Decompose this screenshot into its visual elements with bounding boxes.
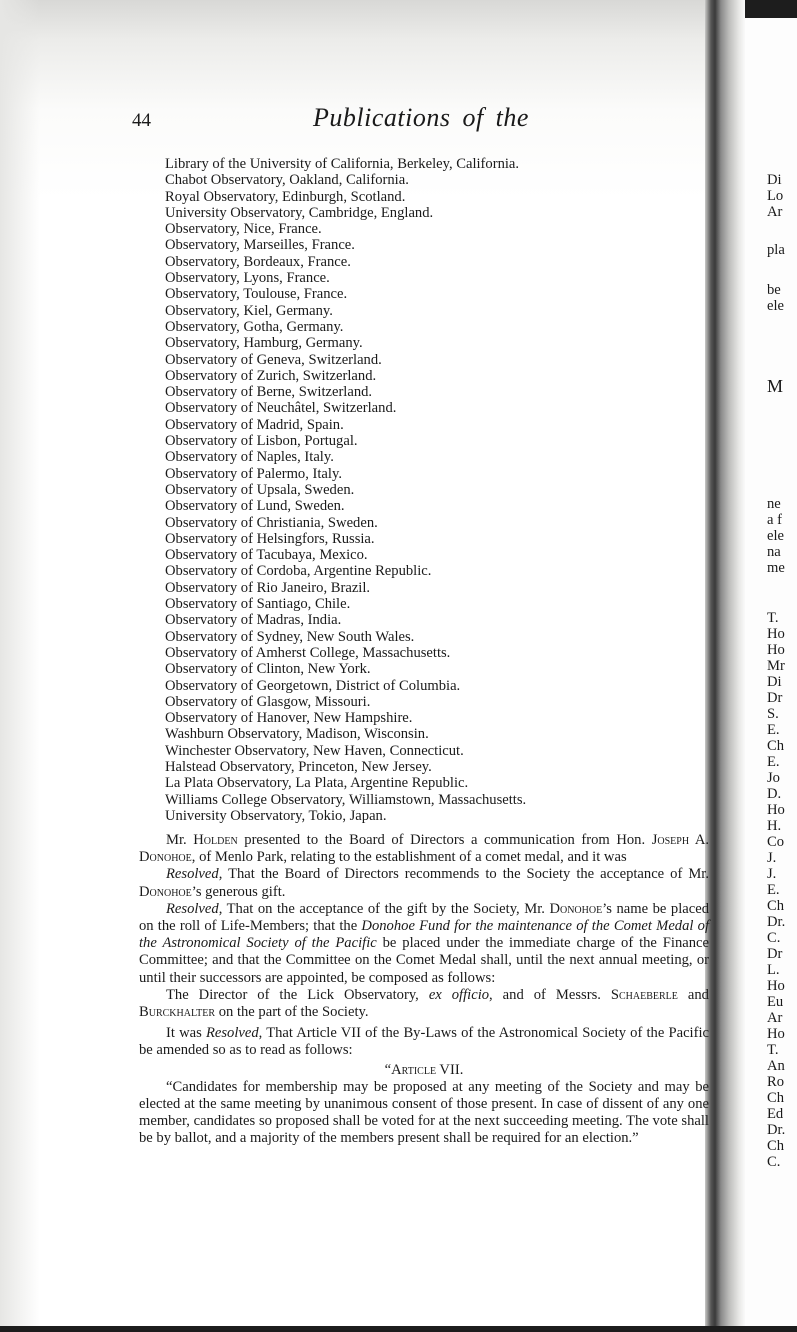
- observatory-list-item: Library of the University of California, Berkeley, California.: [165, 156, 520, 172]
- facing-page-fragment: E.: [767, 882, 780, 898]
- facing-page-fragment: Di: [767, 674, 782, 690]
- observatory-list-item: Observatory of Geneva, Switzerland.: [165, 351, 382, 368]
- observatory-list-item: Observatory of Zurich, Switzerland.: [165, 367, 377, 384]
- observatory-list-item: Observatory of Hanover, New Hampshire.: [165, 710, 413, 727]
- observatory-list-item: Observatory of Helsingfors, Russia.: [165, 530, 375, 547]
- observatory-list-item: Observatory, Toulouse, France.: [165, 286, 348, 303]
- facing-page-fragment: Ch: [767, 898, 785, 914]
- running-head-word: of: [462, 103, 484, 132]
- facing-page-fragment: J.: [767, 850, 777, 866]
- observatory-list-item: Observatory of Upsala, Sweden.: [165, 481, 355, 498]
- article-text: “Candidates for membership may be proposed at any meeting of the Society and may be elected at the same meeting by unanimous consent of those present. In case of dissent of any one member, candidates so proposed shall be voted for at the next succeeding meeting. The vote shall be by ballot, and a majority of the members present shall be required for an election.”: [139, 1078, 709, 1147]
- facing-page-fragment: Ho: [767, 802, 785, 818]
- observatory-list-item: Halstead Observatory, Princeton, New Jersey.: [165, 758, 432, 775]
- observatory-list-item: Observatory of Madras, India.: [165, 612, 342, 629]
- observatory-list-item: Royal Observatory, Edinburgh, Scotland.: [165, 188, 406, 205]
- observatory-list-item: Observatory of Amherst College, Massachusetts.: [165, 644, 451, 661]
- observatory-list-item: La Plata Observatory, La Plata, Argentine Republic.: [165, 775, 469, 792]
- observatory-list-item: Observatory of Lund, Sweden.: [165, 498, 345, 515]
- facing-page-fragment: Dr.: [767, 914, 786, 930]
- observatory-list-item: Observatory of Madrid, Spain.: [165, 416, 344, 433]
- facing-page-fragment: Ar: [767, 204, 783, 220]
- facing-page-fragment: C.: [767, 930, 781, 946]
- facing-page-fragment: J.: [767, 866, 777, 882]
- name-holden: Holden: [193, 832, 238, 848]
- observatory-list-item: Chabot Observatory, Oakland, California.: [165, 172, 409, 189]
- facing-page-fragment: Mr: [767, 658, 785, 674]
- paragraph-holden-communication: Mr. Holden presented to the Board of Directors a communication from Hon. Joseph A. Donohoe, of Menlo Park, relating to the establishment of a comet medal, and it was: [139, 832, 710, 866]
- page-number: 44: [132, 110, 151, 131]
- facing-page-fragment: a f: [767, 512, 782, 528]
- observatory-list-item: Williams College Observatory, Williamstown, Massachusetts.: [165, 791, 527, 808]
- facing-page-fragment: Ch: [767, 1138, 785, 1154]
- facing-page-fragment: S.: [767, 706, 779, 722]
- observatory-list-item: Observatory of Lisbon, Portugal.: [165, 433, 358, 450]
- observatory-list-item: Observatory, Bordeaux, France.: [165, 253, 351, 270]
- facing-page-fragment: pla: [767, 242, 785, 258]
- article-heading: “Article VII.: [384, 1061, 464, 1078]
- observatory-list-item: Winchester Observatory, New Haven, Connecticut.: [165, 742, 464, 759]
- facing-page-fragment: D.: [767, 786, 782, 802]
- observatory-list-item: Observatory, Hamburg, Germany.: [165, 335, 363, 352]
- observatory-list-item: Observatory of Clinton, New York.: [165, 661, 371, 678]
- observatory-list-item: Observatory, Lyons, France.: [165, 270, 330, 287]
- facing-page-fragment: Ar: [767, 1010, 783, 1026]
- facing-page-fragment: Ho: [767, 642, 785, 658]
- facing-page-fragment: Di: [767, 172, 782, 188]
- observatory-list-item: Observatory, Gotha, Germany.: [165, 318, 344, 335]
- facing-page-fragment: Ch: [767, 1090, 785, 1106]
- observatory-list-item: Observatory of Neuchâtel, Switzerland.: [165, 400, 397, 417]
- observatory-list-item: Observatory of Glasgow, Missouri.: [165, 693, 371, 710]
- facing-page-fragment: L.: [767, 962, 780, 978]
- observatory-list-item: Observatory of Palermo, Italy.: [165, 465, 342, 482]
- observatory-list-item: Observatory of Naples, Italy.: [165, 449, 334, 466]
- facing-page-fragment: me: [767, 560, 785, 576]
- facing-page-fragment: M: [767, 376, 784, 396]
- observatory-list-item: Observatory of Berne, Switzerland.: [165, 384, 373, 401]
- observatory-list: [165, 156, 685, 824]
- facing-page-fragment: T.: [767, 610, 779, 626]
- facing-page-fragment: Lo: [767, 188, 784, 204]
- facing-page-fragment: ele: [767, 298, 785, 314]
- facing-page-fragment: Ho: [767, 1026, 785, 1042]
- observatory-list-item: Observatory of Christiania, Sweden.: [165, 514, 378, 531]
- facing-page-edge: [745, 18, 797, 1326]
- fund-name: Donohoe Fund for the maintenance of the Comet Medal of the Astronomical Society of the Pacific: [139, 918, 710, 952]
- facing-page-fragment: C.: [767, 1154, 781, 1170]
- observatory-list-item: Observatory of Sydney, New South Wales.: [165, 628, 415, 645]
- facing-page-fragment: Ch: [767, 738, 785, 754]
- paragraph-resolution-2: Resolved, That on the acceptance of the gift by the Society, Mr. Donohoe’s name be placed on the roll of Life-Members; that the Donohoe Fund for the maintenance of the Comet Medal of the Astronomical Society of the Pacific be placed under the immediate charge of the Finance Committee; and that the Committee on the Comet Medal shall, until the next annual meeting, or until their successors are appointed, be composed as follows:: [139, 900, 710, 986]
- running-head-word: the: [495, 103, 529, 132]
- observatory-list-item: Observatory of Cordoba, Argentine Republic.: [165, 563, 432, 580]
- facing-page-fragment: Dr.: [767, 1122, 786, 1138]
- observatory-list-item: Observatory of Tacubaya, Mexico.: [165, 547, 368, 564]
- facing-page-fragment: Jo: [767, 770, 780, 786]
- facing-page-fragment: Ho: [767, 978, 785, 994]
- name-joseph-donohoe: Joseph A. Donohoe: [139, 832, 710, 866]
- facing-page-fragment: Eu: [767, 994, 784, 1010]
- observatory-list-item: Observatory, Kiel, Germany.: [165, 302, 333, 319]
- facing-page-fragment: na: [767, 544, 781, 560]
- running-head-word: Publications: [313, 103, 451, 132]
- facing-page-fragment: be: [767, 282, 781, 298]
- running-head: [313, 103, 529, 133]
- observatory-list-item: Observatory of Santiago, Chile.: [165, 596, 351, 613]
- facing-page-fragment: An: [767, 1058, 785, 1074]
- paragraph-bylaw-amendment: It was Resolved, That Article VII of the By-Laws of the Astronomical Society of the Pacific be amended so as to read as follows:: [139, 1025, 709, 1059]
- observatory-list-item: Observatory of Rio Janeiro, Brazil.: [165, 579, 371, 596]
- facing-page-fragment: Ho: [767, 626, 785, 642]
- facing-page-fragment: Co: [767, 834, 785, 850]
- facing-page-fragment: Dr: [767, 690, 783, 706]
- facing-page-fragment: Ro: [767, 1074, 785, 1090]
- observatory-list-item: Observatory, Nice, France.: [165, 221, 322, 238]
- observatory-list-item: Washburn Observatory, Madison, Wisconsin.: [165, 726, 429, 743]
- minutes-body: [139, 832, 709, 1148]
- observatory-list-item: University Observatory, Tokio, Japan.: [165, 807, 387, 824]
- facing-page-fragment: T.: [767, 1042, 779, 1058]
- paragraph-committee: The Director of the Lick Observatory, ex officio, and of Messrs. Schaeberle and Burckhalter on the part of the Society.: [139, 986, 709, 1021]
- facing-page-fragment: H.: [767, 818, 782, 834]
- observatory-list-item: Observatory, Marseilles, France.: [165, 237, 355, 254]
- book-gutter: [705, 0, 745, 1332]
- facing-page-fragment: E.: [767, 722, 780, 738]
- observatory-list-item: Observatory of Georgetown, District of Columbia.: [165, 677, 461, 694]
- facing-page-fragment: ne: [767, 496, 781, 512]
- scan-background-bottom: [0, 1326, 797, 1332]
- facing-page-fragment: ele: [767, 528, 785, 544]
- observatory-list-item: University Observatory, Cambridge, England.: [165, 204, 434, 221]
- facing-page-fragment: E.: [767, 754, 780, 770]
- facing-page-fragment: Ed: [767, 1106, 784, 1122]
- paragraph-resolution-1: Resolved, That the Board of Directors recommends to the Society the acceptance of Mr. Donohoe’s generous gift.: [139, 866, 709, 900]
- facing-page-fragment: Dr: [767, 946, 783, 962]
